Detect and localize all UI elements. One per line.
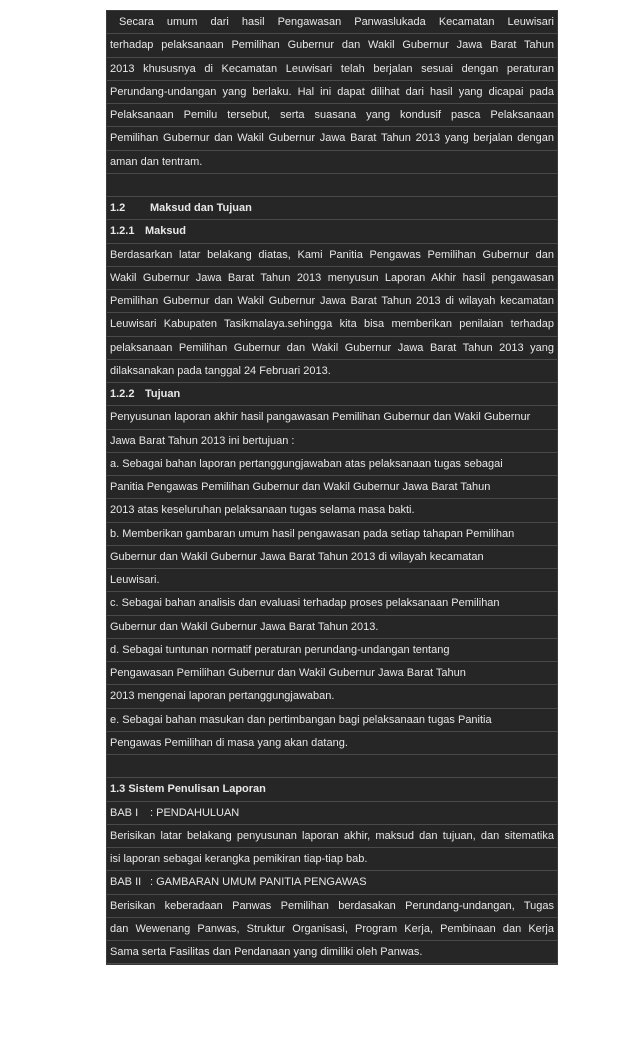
text-line [107,34,557,57]
line-text: Pemilihan Gubernur dan Wakil Gubernur Jawa Barat Tahun 2013 yang berjalan dengan [110,132,554,145]
text-line [107,592,557,615]
line-text: d. Sebagai tuntunan normatif peraturan perundang-undangan tentang [110,643,450,656]
document-page [106,10,558,965]
line-text: Pemilihan Gubernur dan Wakil Gubernur Jawa Barat Tahun 2013 di wilayah kecamatan [110,295,554,307]
line-text: Gubernur dan Wakil Gubernur Jawa Barat Tahun 2013. [110,620,379,633]
line-text: Maksud dan Tujuan [150,202,252,214]
line-label: BAB I [110,806,139,819]
line-text: e. Sebagai bahan masukan dan pertimbangan bagi pelaksanaan tugas Panitia [110,713,492,726]
line-text: Berdasarkan latar belakang diatas, Kami Panitia Pengawas Pemilihan Gubernur dan [110,248,554,261]
section-heading [107,383,557,406]
line-text: Berisikan keberadaan Panwas Pemilihan berdasakan Perundang-undangan, Tugas [110,899,554,912]
line-text: Gubernur dan Wakil Gubernur Jawa Barat Tahun 2013 di wilayah kecamatan [110,550,484,563]
line-text: dilaksanakan pada tanggal 24 Februari 2013. [110,364,331,377]
text-line [107,337,557,360]
line-text: : PENDAHULUAN [150,806,240,819]
line-text: pelaksanaan Pemilihan Gubernur dan Wakil Gubernur Jawa Barat Tahun 2013 yang [110,341,554,354]
line-text: terhadap pelaksanaan Pemilihan Gubernur dan Wakil Gubernur Jawa Barat Tahun [110,39,554,52]
text-line [107,127,557,150]
line-label: 1.2 [110,202,126,214]
line-text: Secara umum dari hasil Pengawasan Panwaslukada Kecamatan Leuwisari [119,16,554,28]
text-line [107,546,557,569]
text-line [107,639,557,662]
text-line [107,244,557,267]
text-line [107,895,557,918]
line-text: isi laporan sebagai kerangka pemikiran tiap-tiap bab. [110,853,368,865]
line-text: : GAMBARAN UMUM PANITIA PENGAWAS [150,876,367,889]
text-line [107,430,557,453]
text-line [107,941,557,964]
text-line [107,662,557,685]
line-text: 2013 khususnya di Kecamatan Leuwisari telah berjalan sesuai dengan peraturan [110,62,554,75]
text-line [107,918,557,941]
text-line [107,848,557,871]
line-text: Maksud [145,225,186,238]
line-text: Sama serta Fasilitas dan Pendanaan yang dimiliki oleh Panwas. [110,946,423,958]
text-line [107,290,557,313]
line-text: Leuwisari Kabupaten Tasikmalaya.sehingga kita bisa memberikan penilaian terhadap [110,318,554,331]
section-heading [107,174,557,197]
line-text: 1.3 Sistem Penulisan Laporan [110,783,266,796]
text-line [107,267,557,290]
text-line [107,476,557,499]
section-heading [107,220,557,243]
line-text: Penyusunan laporan akhir hasil pangawasan Pemilihan Gubernur dan Wakil Gubernur [110,411,531,424]
text-line [107,616,557,639]
section-heading [107,778,557,801]
line-text: c. Sebagai bahan analisis dan evaluasi terhadap proses pelaksanaan Pemilihan [110,597,500,610]
line-text: 2013 atas keseluruhan pelaksanaan tugas selama masa bakti. [110,504,415,517]
text-line [107,523,557,546]
text-line [107,569,557,592]
line-text: b. Memberikan gambaran umum hasil pengawasan pada setiap tahapan Pemilihan [110,527,515,540]
line-text: Jawa Barat Tahun 2013 ini bertujuan : [110,434,295,447]
text-line [107,871,557,894]
section-heading [107,755,557,778]
line-text: Tujuan [145,388,181,400]
line-text: Pengawas Pemilihan di masa yang akan datang. [110,736,348,749]
text-line [107,709,557,732]
text-line [107,11,557,34]
line-text: Pengawasan Pemilihan Gubernur dan Wakil Gubernur Jawa Barat Tahun [110,667,466,679]
line-text: Panitia Pengawas Pemilihan Gubernur dan Wakil Gubernur Jawa Barat Tahun [110,481,491,493]
text-line [107,58,557,81]
line-text: a. Sebagai bahan laporan pertanggungjawaban atas pelaksanaan tugas sebagai [110,457,503,470]
text-line [107,685,557,708]
text-line [107,151,557,174]
line-text: Perundang-undangan yang berlaku. Hal ini dapat dilihat dari hasil yang dicapai pada [110,85,554,98]
text-line [107,732,557,755]
text-line [107,313,557,336]
text-line [107,825,557,848]
text-line [107,453,557,476]
text-line [107,104,557,127]
line-text: Leuwisari. [110,574,160,586]
text-line [107,802,557,825]
line-text: dan Wewenang Panwas, Struktur Organisasi, Program Kerja, Pembinaan dan Kerja [110,922,554,935]
line-text: 2013 mengenai laporan pertanggungjawaban. [110,690,335,703]
line-label: BAB II [110,876,142,889]
line-text: Pelaksanaan Pemilu tersebut, serta suasana yang kondusif pasca Pelaksanaan [110,109,554,121]
line-text: aman dan tentram. [110,155,203,168]
text-line [107,81,557,104]
line-text: Wakil Gubernur Jawa Barat Tahun 2013 menyusun Laporan Akhir hasil pengawasan [110,271,554,284]
text-line [107,499,557,522]
line-label: 1.2.2 [110,388,135,400]
text-line [107,406,557,429]
line-text: Berisikan latar belakang penyusunan laporan akhir, maksud dan tujuan, dan sitematika [110,829,554,842]
section-heading [107,197,557,220]
line-label: 1.2.1 [110,225,135,238]
text-line [107,360,557,383]
